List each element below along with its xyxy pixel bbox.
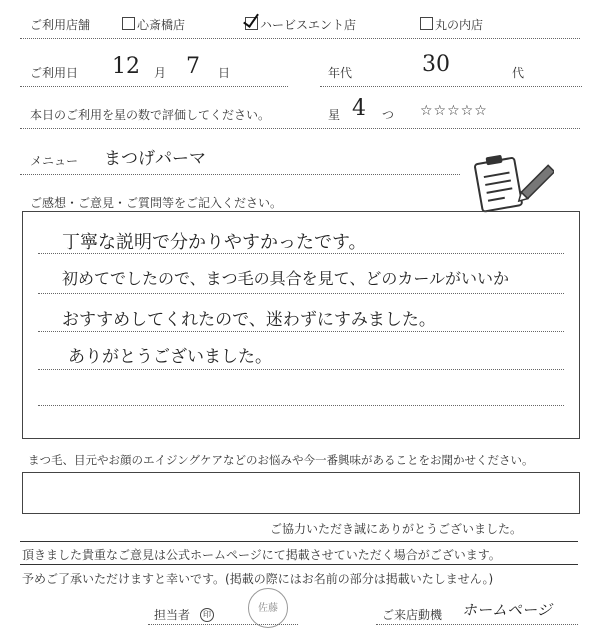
comments-label: ご感想・ご意見・ご質問等をご記入ください。 <box>30 196 283 210</box>
divider <box>20 38 580 39</box>
divider <box>20 564 578 565</box>
comment-ruled-line <box>38 293 564 294</box>
staff-stamp: 佐藤 <box>248 588 288 628</box>
rating-label: 本日のご利用を星の数で評価してください。 <box>30 108 271 122</box>
comment-line-1: 丁寧な説明で分かりやすかったです。 <box>62 232 367 253</box>
store-label: ご利用店舗 <box>30 18 91 32</box>
visit-day-value: 7 <box>186 54 200 79</box>
divider <box>20 541 578 542</box>
comment-ruled-line <box>38 405 564 406</box>
age-value: 30 <box>422 52 450 77</box>
comment-line-4: ありがとうございました。 <box>68 347 272 367</box>
visit-month-value: 12 <box>112 54 140 79</box>
rating-value: 4 <box>352 96 366 121</box>
seal-icon: 印 <box>200 608 214 622</box>
store-option-herbis-ent[interactable] <box>245 16 356 33</box>
visit-day-unit: 日 <box>218 66 231 80</box>
notice-line-1: 頂きました貴重なご意見は公式ホームページにて掲載させていただく場合がございます。 <box>22 548 501 562</box>
divider <box>320 86 582 87</box>
comment-line-3: おすすめしてくれたので、迷わずにすみました。 <box>62 310 436 330</box>
store-option-shinsaibashi[interactable] <box>122 16 185 33</box>
checkbox-marunouchi[interactable] <box>420 17 433 30</box>
checkbox-herbis-ent[interactable] <box>245 17 258 30</box>
thanks-text: ご協力いただき誠にありがとうございました。 <box>270 522 523 536</box>
comment-ruled-line <box>38 331 564 332</box>
menu-value: まつげパーマ <box>104 149 206 169</box>
notice-line-2: 予めご了承いただけますと幸いです。(掲載の際にはお名前の部分は掲載いたしません。) <box>22 572 494 586</box>
store-option-label: 丸の内店 <box>435 18 484 32</box>
menu-label: メニュー <box>30 154 79 168</box>
rating-star-label: 星 <box>328 108 341 122</box>
checkbox-shinsaibashi[interactable] <box>122 17 135 30</box>
store-option-marunouchi[interactable] <box>420 16 483 33</box>
staff-label: 担当者 <box>154 608 191 622</box>
comment-ruled-line <box>38 369 564 370</box>
staff-seal-mark <box>200 606 214 622</box>
visit-date-label: ご利用日 <box>30 66 79 80</box>
age-unit: 代 <box>512 66 525 80</box>
store-option-label: 心斎橋店 <box>137 18 186 32</box>
rating-stars: ☆☆☆☆☆ <box>420 103 488 119</box>
comment-line-2: 初めてでしたので、まつ毛の具合を見て、どのカールがいいか <box>62 269 510 288</box>
store-option-label: ハービスエント店 <box>260 18 357 32</box>
divider <box>20 86 288 87</box>
concerns-label: まつ毛、目元やお顔のエイジングケアなどのお悩みや今一番興味があることをお聞かせください。 <box>28 453 534 467</box>
motive-value: ホームページ <box>462 601 552 619</box>
visit-month-unit: 月 <box>154 66 167 80</box>
divider <box>20 174 460 175</box>
motive-label: ご来店動機 <box>382 608 443 622</box>
divider <box>376 624 578 625</box>
divider <box>148 624 298 625</box>
rating-unit: つ <box>382 108 395 122</box>
age-label: 年代 <box>328 66 353 80</box>
divider <box>20 128 580 129</box>
clipboard-pencil-icon <box>472 152 554 214</box>
concerns-box[interactable] <box>22 472 580 514</box>
